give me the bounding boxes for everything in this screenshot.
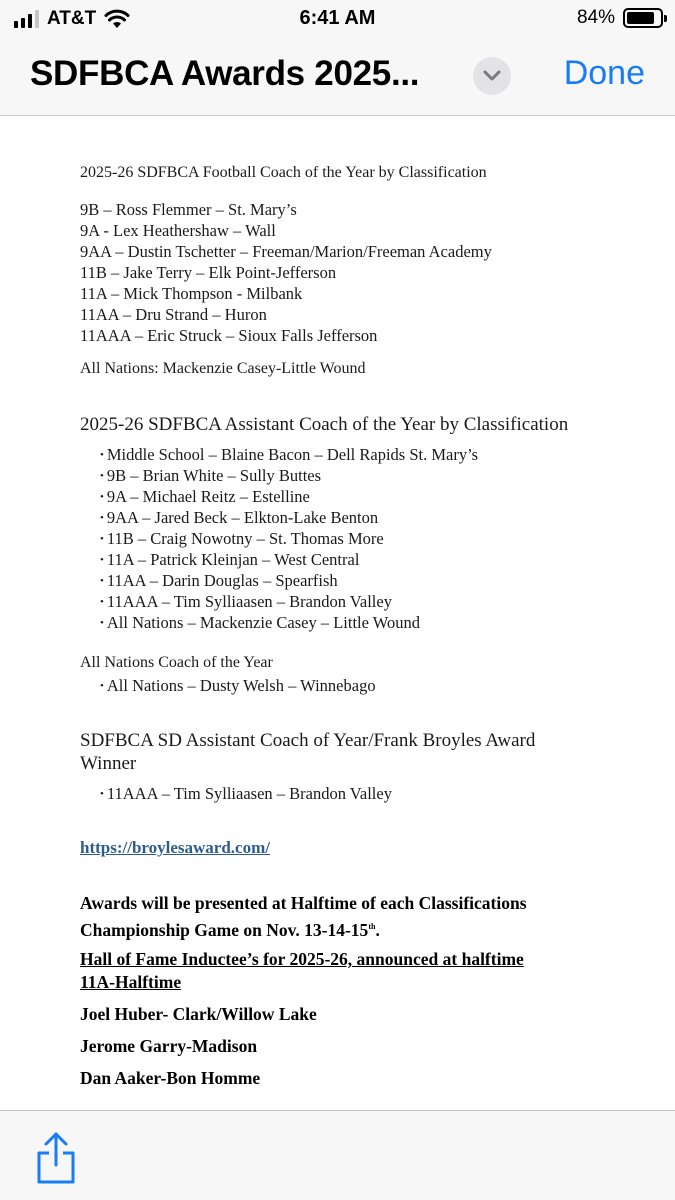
status-right (577, 7, 663, 29)
status-bar (0, 0, 675, 38)
title-menu-button[interactable] (473, 57, 511, 95)
inductee-item: Jerome Garry-Madison (80, 1036, 258, 1056)
awards-end: . (375, 919, 380, 940)
carrier-label: AT&T (47, 8, 97, 29)
assistant-item: • 11AA – Darin Douglas – Spearfish (100, 570, 478, 591)
coach-item: 11B – Jake Terry – Elk Point-Jefferson (80, 263, 337, 282)
coach-heading: 2025-26 SDFBCA Football Coach of the Year by Classification (80, 164, 487, 181)
document-view[interactable] (0, 117, 675, 1110)
assistant-item: • 11AAA – Tim Sylliaasen – Brandon Valley (100, 591, 478, 612)
assistant-item: • 9AA – Jared Beck – Elkton-Lake Benton (100, 507, 478, 528)
coach-list (80, 199, 492, 346)
coach-item: 11AA – Dru Strand – Huron (80, 305, 267, 324)
inductee-item: Joel Huber- Clark/Willow Lake (80, 1004, 317, 1024)
broyles-heading-line2: Winner (80, 753, 137, 774)
assistant-item: • All Nations – Mackenzie Casey – Little Wound (100, 612, 478, 633)
all-nations-heading: All Nations Coach of the Year (80, 654, 273, 671)
bottom-toolbar (0, 1110, 675, 1200)
assistant-list (100, 444, 478, 633)
battery-fill (627, 12, 654, 24)
battery-cap (664, 15, 667, 22)
coach-item: 11A – Mick Thompson - Milbank (80, 284, 303, 303)
inductee-item: Dan Aaker-Bon Homme (80, 1068, 261, 1088)
coach-item: 9A - Lex Heathershaw – Wall (80, 221, 276, 240)
broyles-heading-line1: SDFBCA SD Assistant Coach of Year/Frank Broyles Award (80, 730, 536, 751)
broyles-link[interactable]: https://broylesaward.com/ (80, 838, 270, 857)
coach-item: 9B – Ross Flemmer – St. Mary’s (80, 200, 297, 219)
done-button[interactable]: Done (563, 54, 645, 92)
assistant-item: • Middle School – Blaine Bacon – Dell Rapids St. Mary’s (100, 444, 478, 465)
coach-item: 9AA – Dustin Tschetter – Freeman/Marion/Freeman Academy (80, 242, 492, 261)
hof-line2: 11A-Halftime (80, 972, 182, 992)
assistant-item: • 11A – Patrick Kleinjan – West Central (100, 549, 478, 570)
awards-date: Championship Game on Nov. 13-14-15 (80, 919, 369, 940)
awards-line2 (80, 915, 380, 942)
awards-sup: th (368, 922, 376, 931)
status-time: 6:41 AM (299, 7, 376, 29)
awards-line1: Awards will be presented at Halftime of each Classifications (80, 893, 527, 913)
nav-bar (0, 38, 675, 116)
battery-percent: 84% (576, 7, 615, 28)
assistant-item: • 9A – Michael Reitz – Estelline (100, 486, 478, 507)
chevron-down-icon (483, 70, 501, 82)
assistant-item: • 9B – Brian White – Sully Buttes (100, 465, 478, 486)
coach-item: 11AAA – Eric Struck – Sioux Falls Jefferson (80, 326, 378, 345)
share-button[interactable] (34, 1131, 78, 1185)
all-nations-coach: All Nations: Mackenzie Casey-Little Wound (80, 360, 366, 377)
document-title: SDFBCA Awards 2025... (30, 54, 420, 93)
assistant-item: • 11B – Craig Nowotny – St. Thomas More (100, 528, 478, 549)
broyles-item: • 11AAA – Tim Sylliaasen – Brandon Valley (100, 783, 392, 804)
all-nations-item: • All Nations – Dusty Welsh – Winnebago (100, 675, 376, 696)
all-nations-list (100, 675, 376, 696)
battery-icon (623, 8, 663, 28)
broyles-list (100, 783, 392, 804)
hof-line1: Hall of Fame Inductee’s for 2025-26, announced at halftime (80, 949, 524, 969)
assistant-heading: 2025-26 SDFBCA Assistant Coach of the Year by Classification (80, 414, 569, 435)
share-icon (34, 1131, 78, 1185)
